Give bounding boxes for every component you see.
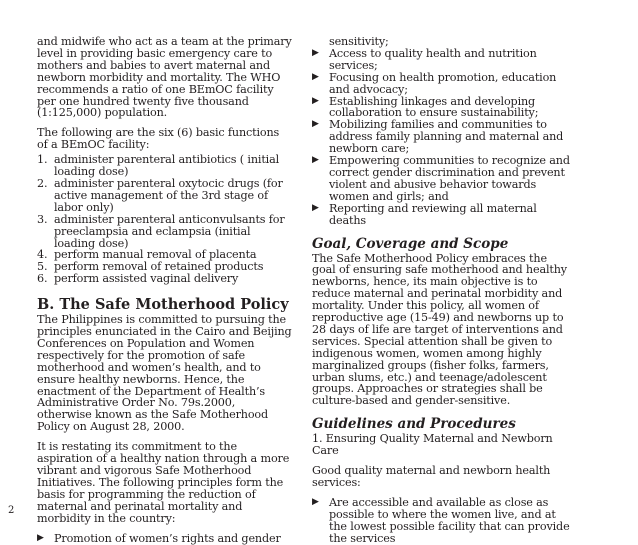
- section-heading: B. The Safe Motherhood Policy: [37, 296, 289, 314]
- list-item: 1. administer parenteral antibiotics ( initial loading dose): [37, 153, 280, 179]
- list-item: ▶ Mobilizing families and communities to address family planning and maternal and newborn care;: [312, 118, 564, 156]
- list-item: 6. perform assisted vaginal delivery: [37, 272, 239, 286]
- list-item: ▶ Reporting and reviewing all maternal deaths: [312, 201, 537, 227]
- guidelines-heading: Guidelines and Procedures: [312, 416, 516, 433]
- list-item: 2. administer parenteral oxytocic drugs (for active management of the 3rd stage of labor only): [37, 176, 283, 214]
- triangle-bullet-icon: ▶: [312, 95, 319, 106]
- list-item: ▶ Promotion of women’s rights and gender: [37, 531, 281, 545]
- principles-list-start: [37, 533, 293, 545]
- functions-list: [37, 154, 293, 285]
- left-column: [37, 36, 293, 544]
- list-item: ▶ Establishing linkages and developing collaboration to ensure sustainability;: [312, 94, 539, 120]
- list-item: ▶ Focusing on health promotion, education and advocacy;: [312, 70, 557, 96]
- principles-list: [312, 48, 572, 227]
- triangle-bullet-icon: ▶: [312, 155, 319, 166]
- triangle-bullet-icon: ▶: [312, 119, 319, 130]
- goal-heading: Goal, Coverage and Scope: [312, 235, 509, 252]
- principles-continued: sensitivity;: [329, 35, 389, 48]
- guidelines-item: 1. Ensuring Quality Maternal and Newborn Care: [312, 432, 553, 458]
- functions-intro: The following are the six (6) basic functions of a BEmOC facility:: [37, 126, 280, 152]
- goal-paragraph: The Safe Motherhood Policy embraces the goal of ensuring safe motherhood and healthy newborns, hence, its main objective is to reduce maternal and perinatal morbidity and mortality. Under this policy, all women of reproductive age (15-49) and newborns up to 28 days of life are target of interventions and services. Special attention shall be given to indigenous women, women among highly marginalized groups (fisher folks, farmers, urban slums, etc.) and teenage/adolescent groups. Approaches or strategies shall be culture-based and gender-sensitive.: [312, 251, 567, 408]
- list-item: ▶ Access to quality health and nutrition services;: [312, 46, 537, 72]
- triangle-bullet-icon: ▶: [312, 71, 319, 82]
- triangle-bullet-icon: ▶: [312, 202, 319, 213]
- triangle-bullet-icon: ▶: [37, 532, 44, 543]
- triangle-bullet-icon: ▶: [312, 47, 319, 58]
- page-number: 2: [8, 505, 15, 516]
- intro-paragraph: and midwife who act as a team at the primary level in providing basic emergency care to mothers and babies to avert maternal and newborn morbidity and mortality. The WHO recommends a ratio of one BEmOC facility per one hundred twenty five thousand (1:125,000) population.: [37, 35, 292, 120]
- list-item: 3. administer parenteral anticonvulsants for preeclampsia and eclampsia (initial loading dose): [37, 212, 285, 250]
- list-item: ▶ Empowering communities to recognize and correct gender discrimination and prevent violent and abusive behavior towards women and girls; and: [312, 154, 570, 203]
- policy-paragraph: The Philippines is committed to pursuing the principles enunciated in the Cairo and Beijing Conferences on Population and Women respectively for the promotion of safe motherhood and women’s health, and to ensure healthy newborns. Hence, the enactment of the Department of Health’s Administrative Order No. 79s.2000, otherwise known as the Safe Motherhood Policy on August 28, 2000.: [37, 313, 292, 434]
- triangle-bullet-icon: ▶: [312, 496, 319, 507]
- services-intro: Good quality maternal and newborn health services:: [312, 464, 551, 489]
- list-item: 4. perform manual removal of placenta: [37, 248, 257, 262]
- restating-paragraph: It is restating its commitment to the aspiration of a healthy nation through a more vibrant and vigorous Safe Motherhood Initiatives. The following principles form the basis for programming the reduction of maternal and perinatal mortality and morbidity in the country:: [37, 440, 290, 525]
- list-item: 5. perform removal of retained products: [37, 260, 264, 274]
- services-list: [312, 497, 572, 545]
- list-item: ▶ Are accessible and available as close as possible to where the women live, and at the lowest possible facility that can provide the services: [312, 495, 570, 545]
- right-column: [312, 36, 572, 545]
